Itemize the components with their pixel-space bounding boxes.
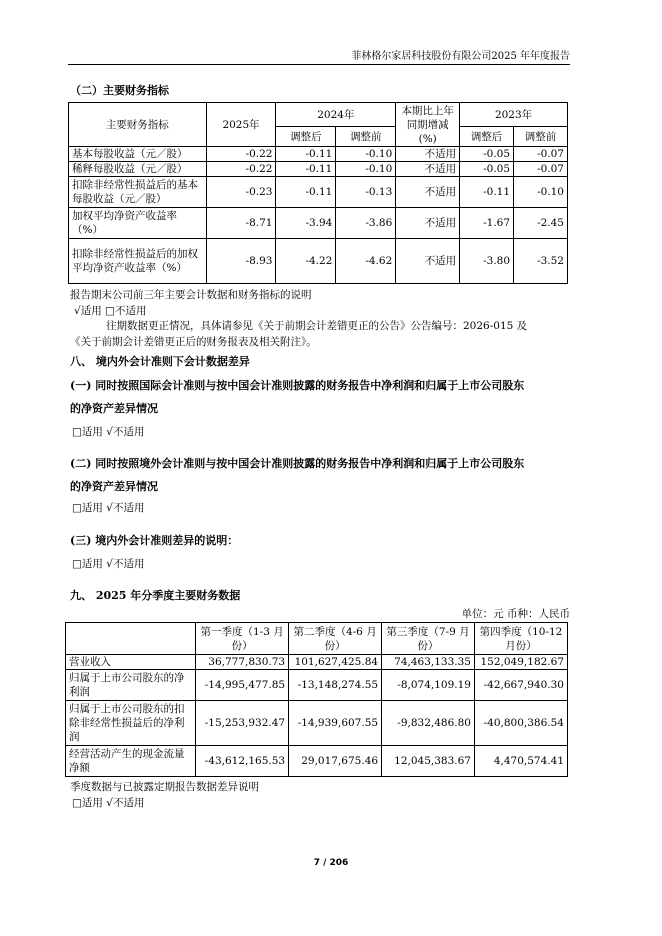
cell-2023-before: -0.10: [514, 177, 568, 208]
cell-2025: -8.71: [206, 208, 276, 239]
cell-2023-adjusted: -0.05: [460, 162, 514, 177]
section-8-sub3: (三) 境内外会计准则差异的说明：: [70, 534, 239, 547]
row-label: 归属于上市公司股东的净利润: [66, 670, 196, 701]
cell-2023-before: -0.07: [514, 162, 568, 177]
cell-q3: -8,074,109.19: [382, 670, 475, 701]
section-9-unit: 单位：元 币种：人民币: [461, 608, 570, 620]
header-q3: 第三季度（7-9 月份）: [382, 623, 475, 655]
section-8-sub2-line1: (二) 同时按照境外会计准则与按中国会计准则披露的财务报告中净利润和归属于上市公司股东: [70, 457, 525, 470]
row-label: 归属于上市公司股东的扣除非经常性损益后的净利润: [66, 701, 196, 746]
cell-change: 不适用: [396, 177, 460, 208]
cell-q1: -14,995,477.85: [196, 670, 289, 701]
cell-change: 不适用: [396, 147, 460, 162]
cell-2024-adjusted: -0.11: [276, 162, 336, 177]
section-2-heading: （二）主要财务指标: [70, 84, 169, 97]
cell-2024-before: -0.10: [336, 162, 396, 177]
table-row: [69, 208, 568, 239]
cell-2024-adjusted: -0.11: [276, 177, 336, 208]
row-label: 稀释每股收益（元／股）: [69, 162, 207, 177]
cell-2024-before: -3.86: [336, 208, 396, 239]
cell-2024-adjusted: -4.22: [276, 239, 336, 284]
row-label: 扣除非经常性损益后的加权平均净资产收益率（%）: [69, 239, 207, 284]
cell-q1: -15,253,932.47: [196, 701, 289, 746]
table-row: [69, 147, 568, 162]
section-8-sub1-line1: (一) 同时按照国际会计准则与按中国会计准则披露的财务报告中净利润和归属于上市公司股东: [70, 379, 525, 392]
header-q2: 第二季度（4-6 月份）: [289, 623, 382, 655]
cell-q1: -43,612,165.53: [196, 746, 289, 777]
cell-2023-before: -3.52: [514, 239, 568, 284]
section-8-sub2-options: □适用 √不适用: [72, 502, 145, 514]
header-q4: 第四季度（10-12 月份）: [474, 623, 567, 655]
row-label: 基本每股收益（元／股）: [69, 147, 207, 162]
header-2023-adjusted: 调整后: [460, 127, 514, 147]
table-row: [66, 655, 568, 670]
section-8-heading: 八、 境内外会计准则下会计数据差异: [70, 355, 250, 368]
cell-2024-before: -4.62: [336, 239, 396, 284]
table-row: [69, 177, 568, 208]
quarterly-data-table: [65, 622, 568, 777]
cell-2024-adjusted: -3.94: [276, 208, 336, 239]
cell-2025: -8.93: [206, 239, 276, 284]
cell-q4: 152,049,182.67: [474, 655, 567, 670]
section-8-sub3-options: □适用 √不适用: [72, 558, 145, 570]
header-2025: 2025年: [206, 103, 276, 147]
cell-2024-before: -0.10: [336, 147, 396, 162]
cell-2024-before: -0.13: [336, 177, 396, 208]
cell-q2: 101,627,425.84: [289, 655, 382, 670]
section-2-note-body-1: 往期数据更正情况，具体请参见《关于前期会计差错更正的公告》公告编号：2026-015 及: [106, 320, 528, 332]
section-9-note-title: 季度数据与已披露定期报告数据差异说明: [70, 781, 259, 793]
section-9-heading: 九、 2025 年分季度主要财务数据: [70, 589, 241, 602]
cell-2023-before: -2.45: [514, 208, 568, 239]
table-row: [69, 239, 568, 284]
cell-2023-adjusted: -0.11: [460, 177, 514, 208]
row-label: 扣除非经常性损益后的基本每股收益（元／股）: [69, 177, 207, 208]
header-indicator: 主要财务指标: [69, 103, 207, 147]
page-header: 菲林格尔家居科技股份有限公司2025 年年度报告: [68, 47, 570, 65]
financial-indicators-table: [68, 102, 568, 284]
cell-q2: 29,017,675.46: [289, 746, 382, 777]
cell-2023-adjusted: -0.05: [460, 147, 514, 162]
cell-change: 不适用: [396, 208, 460, 239]
cell-q1: 36,777,830.73: [196, 655, 289, 670]
cell-change: 不适用: [396, 162, 460, 177]
header-2023-before: 调整前: [514, 127, 568, 147]
row-label: 营业收入: [66, 655, 196, 670]
table-row: [69, 162, 568, 177]
cell-q4: 4,470,574.41: [474, 746, 567, 777]
cell-2025: -0.22: [206, 147, 276, 162]
section-2-note-options: √适用 □不适用: [74, 305, 147, 317]
page-number: 7 / 206: [313, 858, 349, 868]
section-2-note-title: 报告期末公司前三年主要会计数据和财务指标的说明: [70, 289, 312, 301]
cell-q4: -42,667,940.30: [474, 670, 567, 701]
header-change: 本期比上年同期增减(%): [396, 103, 460, 147]
cell-2024-adjusted: -0.11: [276, 147, 336, 162]
section-8-sub2-line2: 的净资产差异情况: [70, 480, 158, 493]
cell-q3: 12,045,383.67: [382, 746, 475, 777]
cell-q3: -9,832,486.80: [382, 701, 475, 746]
header-2024-before: 调整前: [336, 127, 396, 147]
table-row: [66, 701, 568, 746]
cell-change: 不适用: [396, 239, 460, 284]
header-2024-adjusted: 调整后: [276, 127, 336, 147]
cell-q4: -40,800,386.54: [474, 701, 567, 746]
section-8-sub1-options: □适用 √不适用: [72, 426, 145, 438]
cell-2025: -0.22: [206, 162, 276, 177]
header-2024: 2024年: [276, 103, 396, 127]
cell-2023-before: -0.07: [514, 147, 568, 162]
row-label: 加权平均净资产收益率（%）: [69, 208, 207, 239]
cell-q2: -14,939,607.55: [289, 701, 382, 746]
table-row: [66, 670, 568, 701]
row-label: 经营活动产生的现金流量净额: [66, 746, 196, 777]
cell-q2: -13,148,274.55: [289, 670, 382, 701]
table-row: [66, 746, 568, 777]
cell-2023-adjusted: -3.80: [460, 239, 514, 284]
cell-q3: 74,463,133.35: [382, 655, 475, 670]
section-2-note-body-2: 《关于前期会计差错更正后的财务报表及相关附注》。: [70, 336, 317, 348]
header-2023: 2023年: [460, 103, 568, 127]
section-9-note-options: □适用 √不适用: [72, 797, 145, 809]
header-blank: [66, 623, 196, 655]
cell-2023-adjusted: -1.67: [460, 208, 514, 239]
header-q1: 第一季度（1-3 月份）: [196, 623, 289, 655]
section-8-sub1-line2: 的净资产差异情况: [70, 402, 158, 415]
cell-2025: -0.23: [206, 177, 276, 208]
